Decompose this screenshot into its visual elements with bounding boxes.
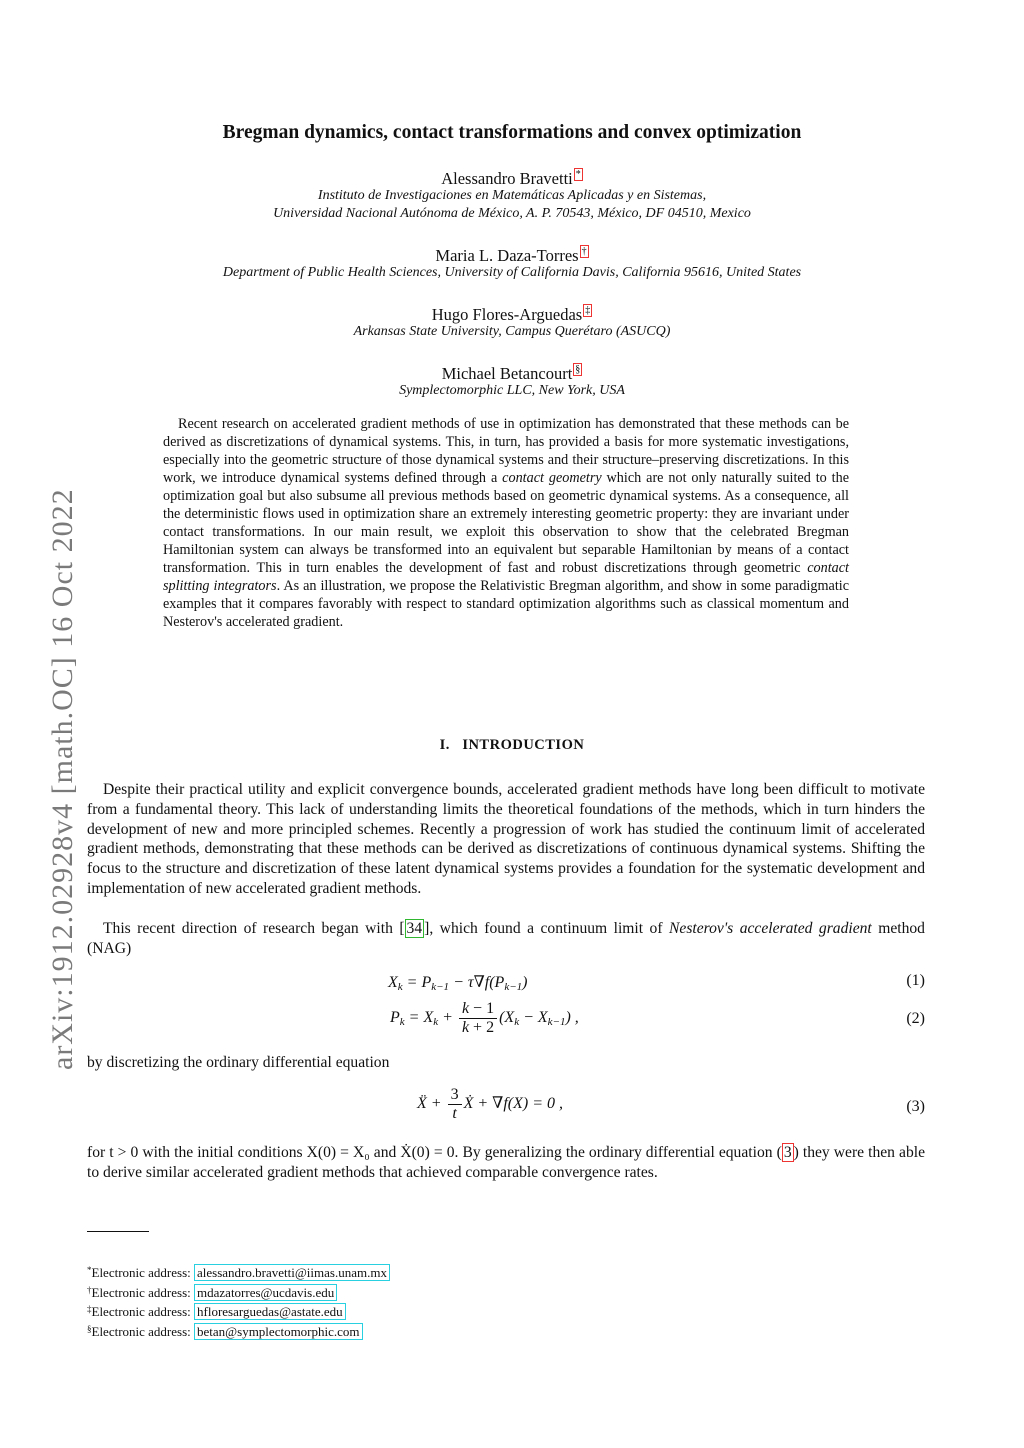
- equation-number: (3): [906, 1098, 925, 1115]
- footnote: ‡Electronic address: hfloresarguedas@astate.edu: [87, 1301, 390, 1321]
- footnote: *Electronic address: alessandro.bravetti@iimas.unam.mx: [87, 1262, 390, 1282]
- arxiv-identifier: arXiv:1912.02928v4 [math.OC] 16 Oct 2022: [46, 488, 79, 1070]
- section-heading: I. INTRODUCTION: [439, 737, 585, 753]
- author-affiliation: Universidad Nacional Autónoma de México, A. P. 70543, México, DF 04510, Mexico: [273, 206, 751, 221]
- body-paragraph: by discretizing the ordinary differential equation: [87, 1054, 390, 1071]
- equation-reference-link[interactable]: 3: [783, 1144, 792, 1161]
- email-link[interactable]: alessandro.bravetti@iimas.unam.mx: [194, 1264, 390, 1281]
- author-affiliation: Instituto de Investigaciones en Matemáticas Aplicadas y en Sistemas,: [317, 188, 707, 203]
- citation-link[interactable]: 34: [406, 920, 423, 937]
- footnote-link[interactable]: †: [581, 246, 587, 257]
- footnote-link[interactable]: *: [575, 169, 581, 180]
- author-name: Hugo Flores-Arguedas ‡: [431, 305, 591, 324]
- footnote-rule: [87, 1231, 149, 1232]
- author-name: Alessandro Bravetti *: [441, 169, 581, 188]
- equation-number: (2): [906, 1010, 925, 1027]
- footnote: §Electronic address: betan@symplectomorphic.com: [87, 1321, 390, 1341]
- author-affiliation: Symplectomorphic LLC, New York, USA: [399, 383, 625, 398]
- body-paragraph: Despite their practical utility and explicit convergence bounds, accelerated gradient methods have long been difficult to motivate from a fundamental theory. This lack of understanding limits the theoretical foundations of the methods, which in turn hinders the development of new and more principled schemes. Recently a progression of work has studied the continuum limit of accelerated gradient methods, demonstrating that these methods can be derived as discretizations of continuous dynamical systems. Shifting the focus to the structure and discretization of these latent dynamical systems provides a foundation for the systematic development and implementation of new accelerated gradient methods.: [87, 781, 925, 897]
- footnotes: [87, 1262, 390, 1340]
- equation-number: (1): [906, 972, 925, 989]
- author-affiliation: Department of Public Health Sciences, University of California Davis, California 95616, United States: [222, 265, 802, 280]
- email-link[interactable]: hfloresarguedas@astate.edu: [194, 1303, 346, 1320]
- email-link[interactable]: mdazatorres@ucdavis.edu: [194, 1284, 337, 1301]
- footnote: †Electronic address: mdazatorres@ucdavis.edu: [87, 1282, 390, 1302]
- footnote-link[interactable]: §: [575, 364, 581, 375]
- abstract: Recent research on accelerated gradient methods of use in optimization has demonstrated that these methods can be derived as discretizations of dynamical systems. This, in turn, has provided a basis for more systematic investigations, especially into the geometric structure of those dynamical systems and their structure–preserving discretizations. In this work, we introduce dynamical systems defined through a contact geometry which are not only naturally suited to the optimization goal but also subsume all previous methods based on geometric dynamical systems. As a consequence, all the deterministic flows used in optimization share an extremely interesting geometric property: they are invariant under contact transformations. In our main result, we exploit this observation to show that the celebrated Bregman Hamiltonian system can always be transformed into an equivalent but separable Hamiltonian by means of a contact transformation. This in turn enables the development of fast and robust discretizations through geometric contact splitting integrators. As an illustration, we propose the Relativistic Bregman algorithm, and show in some paradigmatic examples that it compares favorably with respect to standard optimization algorithms such as classical momentum and Nesterov's accelerated gradient.: [163, 416, 850, 630]
- author-name: Maria L. Daza-Torres †: [435, 246, 587, 265]
- equation-2: Pk = Xk + $\frac{k - 1}{k + 2}$ (Xk − Xk−1) , (2): [390, 1000, 925, 1036]
- author-affiliation: Arkansas State University, Campus Querétaro (ASUCQ): [353, 324, 671, 339]
- body-paragraph: for t > 0 with the initial conditions X(0) = X₀ and Ẋ(0) = 0. By generalizing the ordinary differential equation ( 3 ) they were then able to derive similar accelerated gradient methods that achieved comparable convergence rates.: [87, 1144, 925, 1181]
- email-link[interactable]: betan@symplectomorphic.com: [194, 1323, 363, 1340]
- author-name: Michael Betancourt §: [441, 364, 581, 383]
- equation-3: Ẍ + $\frac{3}{t}$ Ẋ + ∇f(X) = 0 , (3): [417, 1086, 925, 1122]
- paper-title: Bregman dynamics, contact transformations and convex optimization: [222, 122, 802, 143]
- body-paragraph: This recent direction of research began with [ 34 ], which found a continuum limit of Nesterov's accelerated gradient method (NAG): [87, 920, 925, 957]
- footnote-link[interactable]: ‡: [585, 305, 591, 316]
- equation-1: Xk = Pk−1 − τ∇f(Pk−1) (1): [388, 972, 925, 993]
